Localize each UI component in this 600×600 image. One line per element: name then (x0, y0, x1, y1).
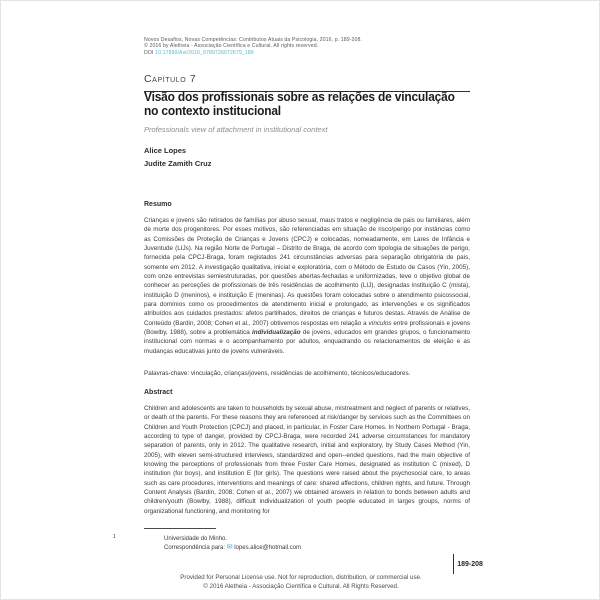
correspondence-label: Correspondência para: (164, 544, 227, 551)
page-range-block (453, 554, 483, 574)
footnote-divider (144, 528, 216, 529)
resumo-heading: Resumo (144, 201, 172, 208)
resumo-italic-term: vínculos (368, 319, 392, 327)
chapter-subtitle: Professionals view of attachment in institutional context (144, 125, 328, 134)
abstract-heading: Abstract (144, 389, 173, 396)
footnote-block (164, 535, 301, 553)
page-range-divider (453, 554, 454, 574)
author-name: Alice Lopes (144, 146, 187, 155)
publication-header (144, 37, 470, 56)
correspondence-email-link[interactable]: lopes.alice@hotmail.com (234, 544, 302, 551)
footer-copyright: © 2016 Aletheia - Associação Científica e Cultural. All Rights Reserved. (203, 583, 399, 591)
resumo-paragraph (144, 216, 470, 356)
keywords-line: Palavras-chave: vinculação, crianças/jovens, residências de acolhimento, técnicos/educadores. (144, 370, 411, 377)
envelope-icon: ✉ (226, 543, 233, 551)
resumo-text: de jovens, educados em grandes grupos, o funcionamento institucional com normas e o acompanhamento por adultos, enquadrando os relacionamentos de eleição e as mudanças educativas junto de jovens vulneráveis. (144, 329, 470, 355)
correspondence-line (164, 544, 301, 553)
page-range-number: 189-208 (457, 560, 483, 568)
abstract-paragraph: Children and adolescents are taken to households by sexual abuse, mistreatment and neglect of parents or relatives, or death of the parents. For these reasons they are referenced at risk/danger by services such as the Committees on Children and Youth Protection (CPCJ) and placed, in particular, in Foster Care Homes. In Northern Portugal - Braga, according to type of danger, provided by CPCJ-Braga, were recorded 241 adverse circumstances for mandatory separation of parents, only in 2012. The qualitative research, initial and exploratory, by Study Cases Method (Yin, 2005), with eleven semi-structured interviews, standardized and open--ended questions, had the main objective of knowing the perceptions of professionals from three Foster Care Homes, designated as institution C (mixed), D institution (for boys), and institution E (for girls). The questions were raised about the psychosocial care, to areas such as care procedures, interventions and meanings of care: shared affections, children rights, and future. Through Content Analysis (Bardin, 2008; Cohen et al., 2007) we obtained answers in relation to bonds between adults and children/youth (Bowlby, 1988), difficult individualization of youth people educated in larges groups, norms of organizational functioning, and monitoring for (144, 405, 470, 515)
chapter-title: Visão dos profissionais sobre as relações de vinculação no contexto institucional (144, 89, 455, 118)
resumo-text: entre profissionais e jovens (Bowlby, 1988), sobre a problemática (144, 319, 470, 337)
license-notice: Provided for Personal License use. Not for reproduction, distribution, or commercial use. (180, 574, 422, 581)
author-list (144, 145, 470, 170)
footnote-marker: 1 (113, 534, 116, 540)
copyright-line: © 2016 by Aletheia - Associação Científica e Cultural. All rights reserved. (144, 43, 319, 50)
chapter-label: Capítulo 7 (144, 73, 197, 85)
doi-label: DOI (144, 49, 156, 56)
author-name: Judite Zamith Cruz (144, 158, 212, 168)
publication-citation: Novos Desafios, Novas Competências: Contributos Atuais da Psicologia, 2016, p. 189-208. (144, 37, 363, 43)
doi-link[interactable]: 10.17990/Axi/2016_9789726972679_189 (155, 49, 254, 56)
resumo-emphasized-term: individualização (251, 329, 301, 337)
doi-line (144, 50, 470, 56)
license-footer (1, 573, 600, 591)
author-affiliation: Universidade do Minho. (164, 536, 228, 542)
resumo-text: Crianças e jovens são retirados de famílias por abuso sexual, maus tratos e negligência de pais ou familiares, além de morte dos progenitores. Por esses motivos, são referenciadas em situação de risco/perigo por instâncias como as Comissões de Proteção de Crianças e Jovens (CPCJ) e colocadas, nomeadamente, em Lares de Infância e Juventude (LIJs). Na região Norte de Portugal – Distrito de Braga, de acordo com tipologia de situações de perigo, fornecida pela CPCJ-Braga, foram registados 241 circunstâncias adversas para separação obrigatória de pais, somente em 2012. A investigação qualitativa, inicial e exploratória, com o Método de Estudo de Casos (Yin, 2005), com onze entrevistas semiestruturadas, por questões abertas-fechadas e uniformizadas, teve o objetivo global de conhecer as perceções de profissionais de três residências de acolhimento (LIJ), designadas instituição C (mista), instituição D (meninos), e instituição E (meninas). As questões foram colocadas sobre o atendimento psicossocial, para domínios como os procedimentos de atendimento inicial e prolongado, as intervenções e os significados atribuídos aos cuidados prestados: afetos partilhados, direitos de crianças e futuros destas. Através de Análise de Conteúdo (Bardin, 2008; Cohen et al., 2007) obtivemos respostas em relação a (144, 217, 470, 327)
